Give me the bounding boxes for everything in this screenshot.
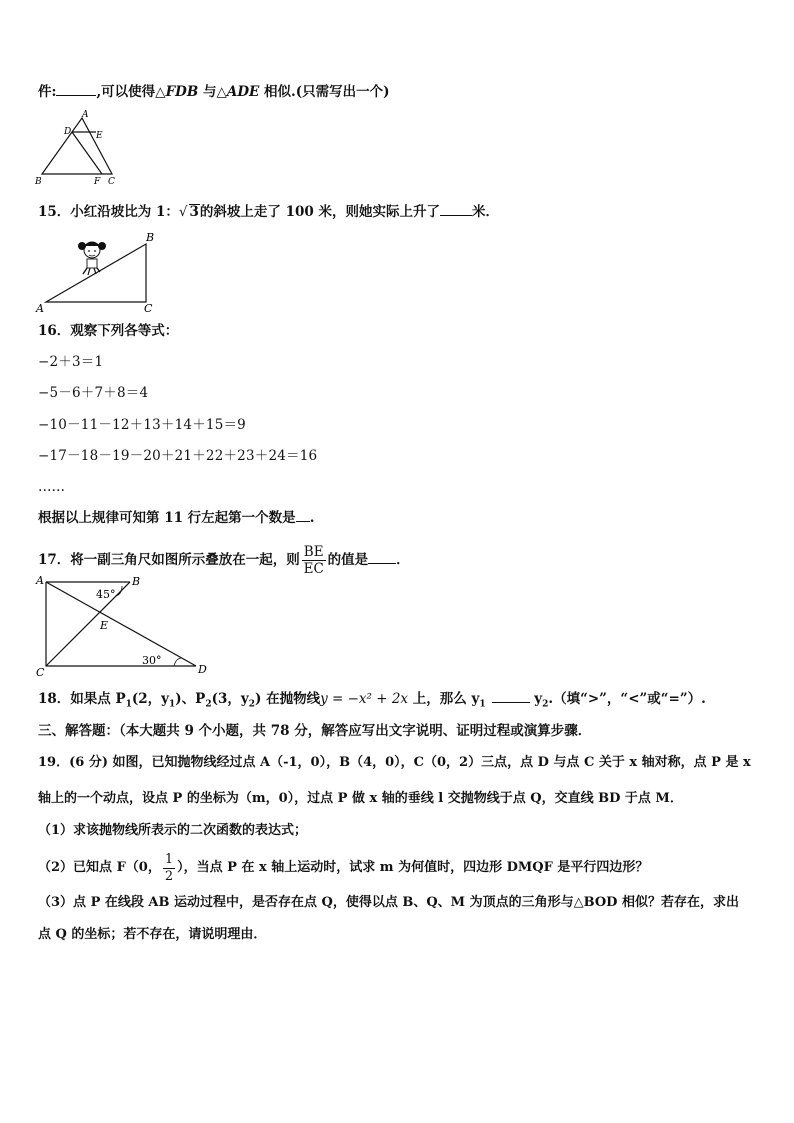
angle-30-arc <box>174 658 182 666</box>
q14-tail-text: 件: ,可以使得△FDB 与△ADE 相似.(只需写出一个) <box>38 84 390 100</box>
label-b: B <box>35 177 42 187</box>
q19-part-1: （1）求该抛物线所表示的二次函数的表达式； <box>38 823 308 838</box>
label-a: A <box>36 302 44 315</box>
q18-text: 18．如果点 $P_1(2$，$y_1$)、$P_2(3$，$y_2$) 在抛物线y = −x² + 2x 上，那么 $y_1$ $y_2$.（填“>”，“<”或“=”）. <box>38 691 706 710</box>
segment-ad <box>46 582 196 666</box>
q16-equation-1: −2＋3＝1 <box>38 354 104 370</box>
fraction-one-half: $\frac{1}{2}$ <box>164 851 174 884</box>
q15-text: 15．小红沿坡比为 1：√ 3的斜坡上走了 100 米，则她实际上升了 米． <box>38 204 499 220</box>
angle-45-label: 45° <box>96 588 116 601</box>
q16-ellipsis: …… <box>38 479 65 495</box>
label-a: A <box>36 574 44 587</box>
label-d: D <box>64 127 72 137</box>
label-a: A <box>82 110 89 120</box>
section-heading: 三、解答题：（本大题共 9 个小题，共 78 分，解答应写出文字说明、证明过程或演算步骤． <box>38 723 592 739</box>
fraction-be-ec: $\frac{BE}{EC}$ <box>303 544 324 577</box>
parabola-formula: y = −x² + 2x <box>320 691 409 707</box>
answer-blank[interactable] <box>440 203 472 216</box>
segment-bc <box>46 582 130 666</box>
label-b: B <box>146 231 155 244</box>
q14-figure <box>34 110 124 190</box>
angle-30-label: 30° <box>142 654 162 667</box>
answer-blank[interactable] <box>296 509 310 522</box>
label-c: C <box>108 177 115 187</box>
answer-blank[interactable] <box>492 690 530 703</box>
label-d: D <box>198 663 207 676</box>
q19-part-3-line-1: （3）点 P 在线段 AB 运动过程中，是否存在点 Q，使得以点 B、Q、M 为顶点的三角形与△BOD 相似？若存在，求出 <box>38 895 739 910</box>
q19-line-2: 轴上的一个动点，设点 P 的坐标为（m，0），过点 P 做 x 轴的垂线 l 交抛物线于点 Q，交直线 BD 于点 M． <box>38 791 683 806</box>
label-f: F <box>94 177 101 187</box>
q17-figure <box>34 572 214 680</box>
q16-question: 根据以上规律可知第 11 行左起第一个数是 . <box>38 510 315 526</box>
triangle-abc <box>42 118 112 174</box>
q16-equation-3: −10－11－12＋13＋14＋15＝9 <box>38 417 246 433</box>
q15-figure <box>34 230 164 316</box>
label-c: C <box>144 302 153 315</box>
q19-part-2: （2）已知点 F（0， $\frac{1}{2}$ ），当点 P 在 x 轴上运动时，试求 m 为何值时，四边形 DMQF 是平行四边形？ <box>38 851 649 884</box>
q16-title: 16．观察下列各等式： <box>38 323 179 339</box>
q19-line-1: 19．(6 分) 如图，已知抛物线经过点 A（-1，0），B（4，0），C（0，2）三点，点 D 与点 C 关于 x 轴对称，点 P 是 x <box>38 755 751 770</box>
label-b: B <box>132 575 141 588</box>
q19-part-3-line-2: 点 Q 的坐标；若不存在，请说明理由． <box>38 927 267 942</box>
label-c: C <box>36 666 45 679</box>
q17-text: 17．将一副三角尺如图所示叠放在一起，则 $\frac{BE}{EC}$ 的值是 ． <box>38 544 410 577</box>
q16-equation-2: −5－6＋7＋8＝4 <box>38 385 149 401</box>
q16-equation-4: −17－18－19－20＋21＋22＋23＋24＝16 <box>38 448 318 464</box>
answer-blank[interactable] <box>368 551 396 564</box>
label-e: E <box>100 619 109 632</box>
answer-blank[interactable] <box>56 83 96 96</box>
label-e: E <box>96 131 103 141</box>
